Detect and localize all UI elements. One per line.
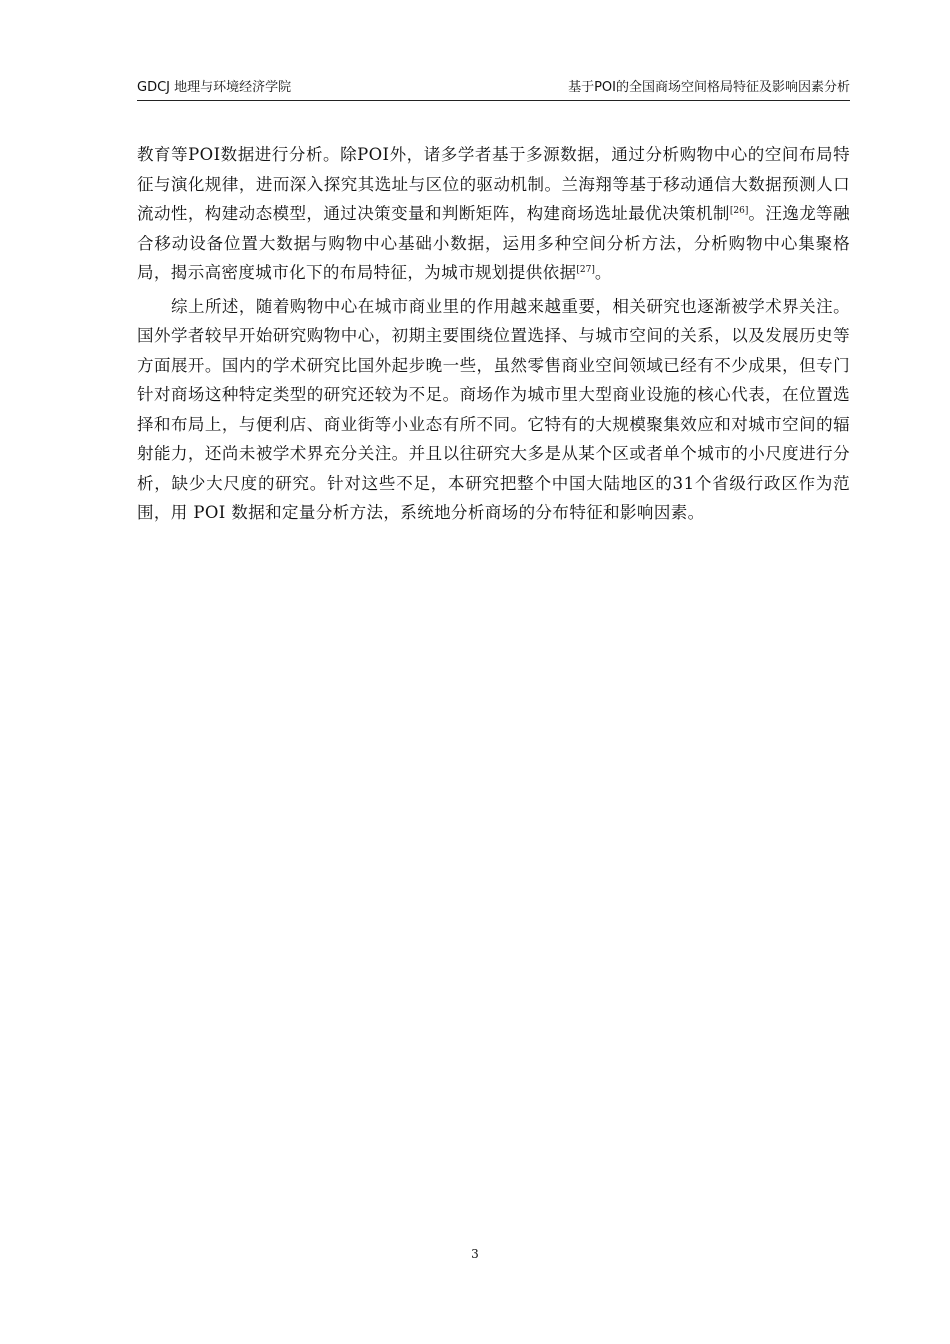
citation-27: [27] xyxy=(576,265,595,275)
paragraph-literature-review xyxy=(137,140,850,288)
page-number: 3 xyxy=(471,1247,479,1261)
body-text xyxy=(137,140,850,528)
running-header xyxy=(137,76,850,101)
paragraph-summary: 综上所述，随着购物中心在城市商业里的作用越来越重要，相关研究也逐渐被学术界关注。国外学者较早开始研究购物中心，初期主要围绕位置选择、与城市空间的关系，以及发展历史等方面展开。国内的学术研究比国外起步晚一些，虽然零售商业空间领域已经有不少成果，但专门针对商场这种特定类型的研究还较为不足。商场作为城市里大型商业设施的核心代表，在位置选择和布局上，与便利店、商业街等小业态有所不同。它特有的大规模聚集效应和对城市空间的辐射能力，还尚未被学术界充分关注。并且以往研究大多是从某个区或者单个城市的小尺度进行分析，缺少大尺度的研究。针对这些不足，本研究把整个中国大陆地区的31个省级行政区作为范围，用 POI 数据和定量分析方法，系统地分析商场的分布特征和影响因素。 xyxy=(137,296,850,522)
paragraph-text: 。汪逸龙等融合移动设备位置大数据与购物中心基础小数据，运用多种空间分析方法，分析购物中心集聚格局，揭示高密度城市化下的布局特征，为城市规划提供依据 xyxy=(137,204,850,282)
paragraph-text: 教育等POI数据进行分析。除POI外，诸多学者基于多源数据，通过分析购物中心的空间布局特征与演化规律，进而深入探究其选址与区位的驱动机制。兰海翔等基于移动通信大数据预测人口流动性，构建动态模型，通过决策变量和判断矩阵，构建商场选址最优决策机制 xyxy=(137,145,850,223)
header-paper-title: 基于POI的全国商场空间格局特征及影响因素分析 xyxy=(568,80,850,95)
header-institution: GDCJ 地理与环境经济学院 xyxy=(137,80,292,95)
citation-26: [26] xyxy=(729,206,749,216)
paragraph-text: 。 xyxy=(594,263,612,282)
